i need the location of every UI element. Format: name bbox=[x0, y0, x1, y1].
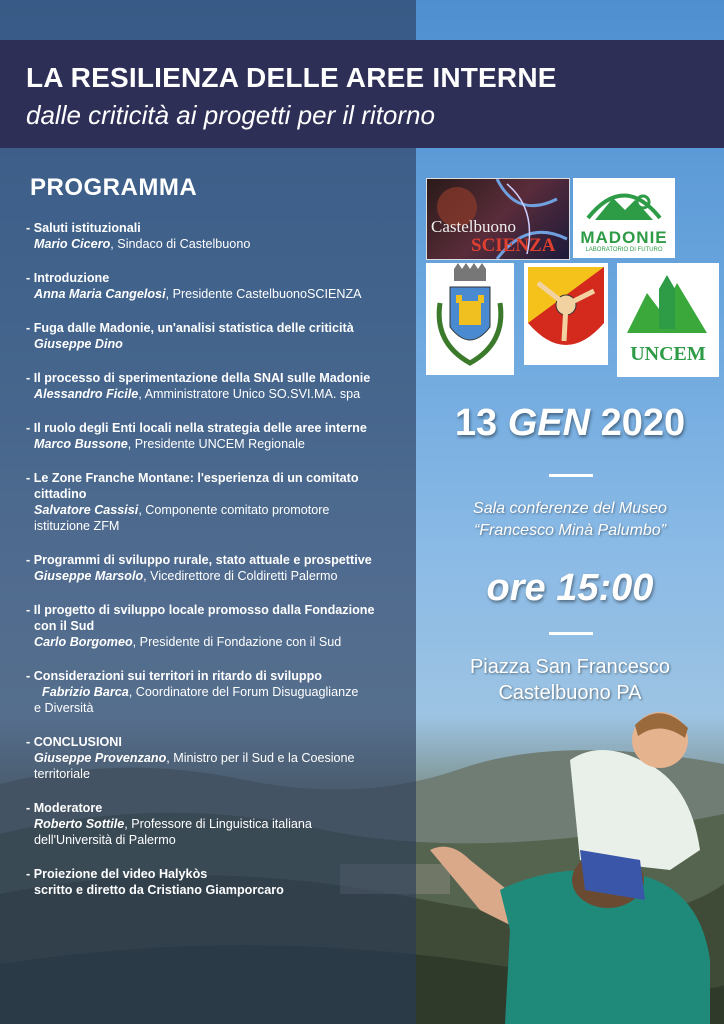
event-year: 2020 bbox=[600, 402, 686, 444]
program-item: - Il processo di sperimentazione della SNAI sulle Madonie Alessandro Ficile, Amministratore Unico SO.SVI.MA. spa bbox=[26, 371, 371, 401]
scienza-logo-text: SCIENZA bbox=[471, 235, 556, 256]
program-item: - Il progetto di sviluppo locale promosso dalla Fondazione con il Sud Carlo Borgomeo, Presidente di Fondazione con il Sud bbox=[26, 603, 375, 649]
title-banner bbox=[0, 40, 724, 148]
sicily-trinacria-logo bbox=[524, 263, 608, 365]
event-date bbox=[416, 402, 724, 445]
program-heading: PROGRAMMA bbox=[30, 174, 198, 201]
page-subtitle: dalle criticità ai progetti per il ritorno bbox=[26, 100, 435, 130]
program-item: - Introduzione Anna Maria Cangelosi, Presidente CastelbuonoSCIENZA bbox=[26, 271, 362, 301]
separator bbox=[549, 474, 593, 477]
castelbuono-logo-text: Castelbuono bbox=[431, 217, 516, 236]
event-month: GEN bbox=[507, 402, 591, 444]
program-item: - Moderatore Roberto Sottile, Professore di Linguistica italiana dell'Università di Palermo bbox=[26, 801, 312, 847]
uncem-logo bbox=[617, 263, 719, 377]
program-item: - Proiezione del video Halykòs scritto e diretto da Cristiano Giamporcaro bbox=[26, 867, 284, 897]
program-item: - Le Zone Franche Montane: l'esperienza di un comitato cittadino Salvatore Cassisi, Componente comitato promotore istituzione ZFM bbox=[26, 471, 359, 533]
madonie-logo bbox=[573, 178, 675, 258]
madonie-logo-text: MADONIE bbox=[580, 228, 668, 247]
madonie-tagline: LABORATORIO DI FUTURO bbox=[585, 247, 663, 253]
event-day: 13 bbox=[454, 402, 498, 444]
page-title: LA RESILIENZA DELLE AREE INTERNE bbox=[26, 62, 557, 93]
event-time: ore 15:00 bbox=[486, 567, 654, 609]
event-venue: Sala conferenze del Museo “Francesco Minà Palumbo” bbox=[473, 500, 667, 539]
uncem-logo-text: UNCEM bbox=[630, 343, 706, 365]
program-item: - Fuga dalle Madonie, un'analisi statistica delle criticità Giuseppe Dino bbox=[26, 321, 354, 351]
castelbuono-scienza-logo bbox=[426, 178, 570, 260]
castelbuono-coat-of-arms bbox=[426, 263, 514, 375]
separator bbox=[549, 632, 593, 635]
program-item: - Programmi di sviluppo rurale, stato attuale e prospettive Giuseppe Marsolo, Vicedirettore di Coldiretti Palermo bbox=[26, 553, 372, 583]
program-item: - Considerazioni sui territori in ritardo di sviluppo Fabrizio Barca, Coordinatore del Forum Disuguaglianze e Diversità bbox=[26, 669, 359, 715]
program-item: - Saluti istituzionali Mario Cicero, Sindaco di Castelbuono bbox=[26, 221, 251, 251]
program-item: - Il ruolo degli Enti locali nella strategia delle aree interne Marco Bussone, Presidente UNCEM Regionale bbox=[26, 421, 367, 451]
father-child-photo bbox=[410, 700, 724, 1024]
event-place: Piazza San Francesco Castelbuono PA bbox=[469, 656, 671, 704]
program-item: - CONCLUSIONI Giuseppe Provenzano, Ministro per il Sud e la Coesione territoriale bbox=[26, 735, 355, 781]
